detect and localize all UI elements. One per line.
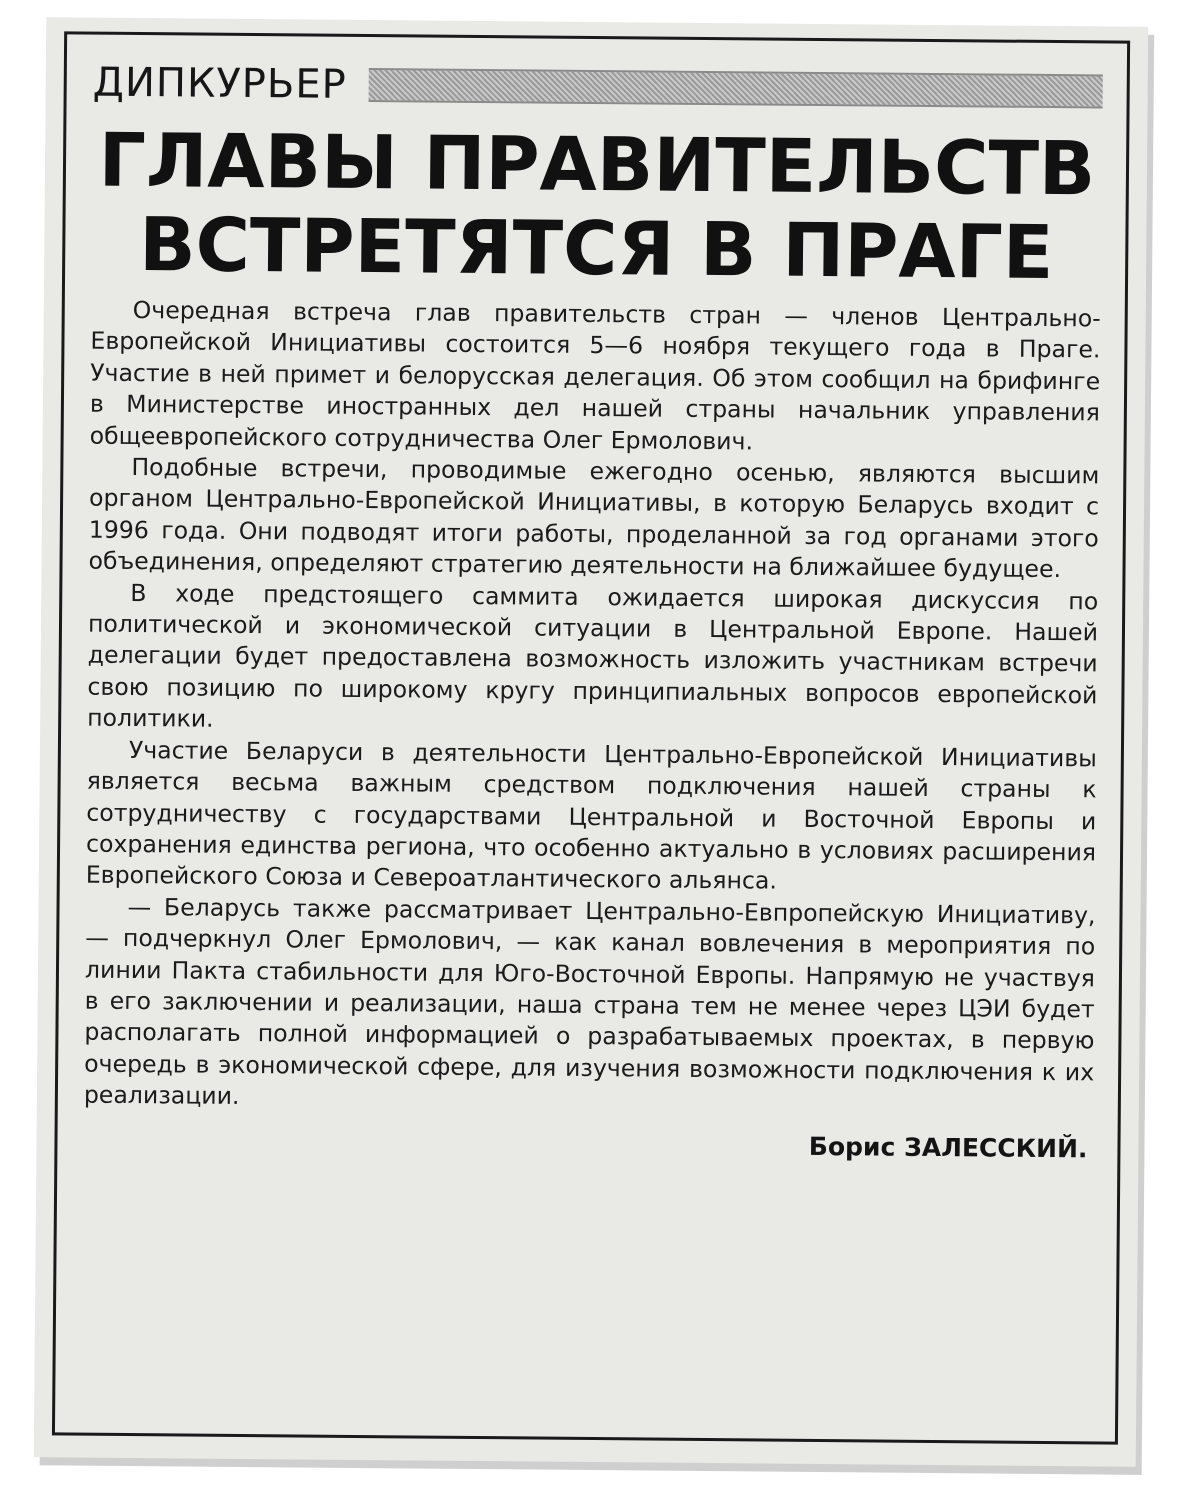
rubric-row [92,55,1102,120]
article-paragraph: Подобные встречи, проводимые ежегодно осенью, являются высшим органом Центрально-Европейской Инициативы, в которую Беларусь входит с 1996 года. Они подводят итоги работы, проделанной за год органами этого объединения, определяют стратегию деятельности на ближайшее будущее. [88,453,1100,584]
article-body [84,295,1101,1120]
article-paragraph: Очередная встреча глав правительств стран — членов Центрально-Европейской Инициативы состоится 5—6 ноября текущего года в Праге. Участие в ней примет и белорусская делегация. Об этом сообщил на брифинге в Министерстве иностранных дел нашей страны начальник управления общеевропейского сотрудничества Олег Ермолович. [89,295,1101,456]
article-paragraph: — Беларусь также рассматривает Центрально-Евпропейскую Инициативу, — подчеркнул Олег Ермолович, — как канал вовлечения в мероприятия по линии Пакта стабильности для Юго-Восточной Европы. Напрямую не участвуя в его заключении и реализации, наша страна тем не менее через ЦЭИ будет располагать полной информацией о разрабатываемых проектах, в первую очередь в экономической сфере, для изучения возможности подключения к их реализации. [83,892,1096,1111]
headline-line-1: ГЛАВЫ ПРАВИТЕЛЬСТВ [98,117,1096,213]
article-paragraph: В ходе предстоящего саммита ожидается широкая дискуссия по политической и экономической ситуации в Центральной Европе. Нашей делегации будет предоставлена возможность изложить участникам встречи свою позицию по широкому кругу принципиальных вопросов европейской политики. [87,578,1099,733]
headline-line-2: ВСТРЕТЯТСЯ В ПРАГЕ [138,202,1054,297]
article-paragraph: Участие Беларуси в деятельности Центрально-Европейской Инициативы является весьма важным средством подключения нашей страны к сотрудничеству с государствами Центральной и Восточной Европы и сохранения единства региона, что особенно актуально в условиях расширения Европейского Союза и Североатлантического альянса. [85,735,1098,895]
newspaper-clipping [34,17,1149,1467]
article-frame [52,31,1130,1444]
author-byline: Борис ЗАЛЕССКИЙ. [808,1131,1088,1163]
rubric-decorative-bar [369,68,1103,108]
rubric-label: ДИПКУРЬЕР [92,59,347,108]
headline [91,119,1102,296]
